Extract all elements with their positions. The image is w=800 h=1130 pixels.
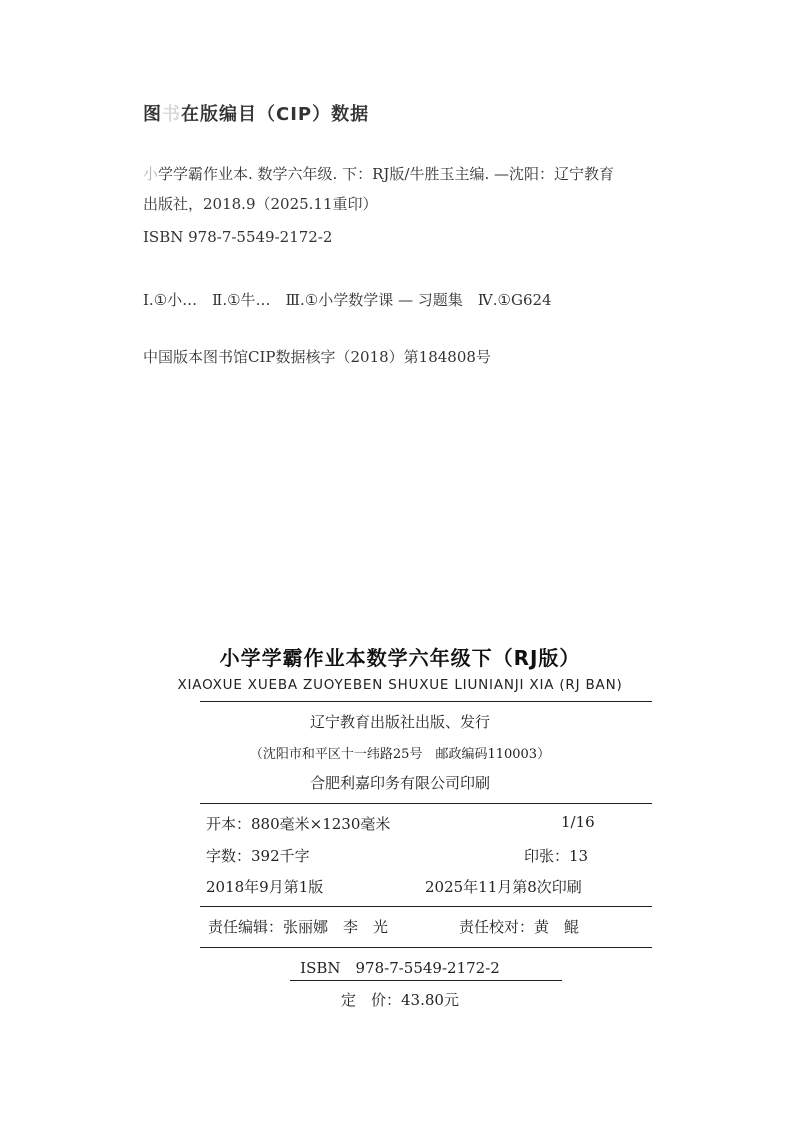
cip-heading [143, 100, 369, 126]
cip-heading-rest: 在版编目（CIP）数据 [181, 104, 370, 125]
format-size: 开本：880毫米×1230毫米 [206, 815, 391, 833]
publisher-line: 辽宁教育出版社出版、发行 [309, 713, 490, 731]
colophon-isbn: ISBN 978-7-5549-2172-2 [300, 959, 500, 977]
divider-2 [200, 803, 652, 804]
printed-sheets: 印张：13 [524, 847, 589, 865]
divider-5 [290, 980, 562, 981]
cip-classification: Ⅰ.①小… Ⅱ.①牛… Ⅲ.①小学数学课 — 习题集 Ⅳ.①G624 [143, 291, 552, 309]
divider-3 [200, 906, 652, 907]
book-title: 小学学霸作业本数学六年级下（RJ版） [219, 646, 581, 670]
cip-line-1-text: 学学霸作业本. 数学六年级. 下：RJ版/牛胜玉主编. —沈阳：辽宁教育 [158, 165, 614, 183]
responsible-editors: 责任编辑：张丽娜 李 光 [208, 918, 389, 936]
divider-4 [200, 947, 652, 948]
cip-heading-prefix: 图 [143, 104, 162, 125]
edition-date: 2018年9月第1版 [206, 878, 324, 896]
cip-bibliographic-line-1 [143, 163, 614, 184]
divider-1 [200, 701, 652, 702]
cip-heading-faint-char: 书 [162, 104, 181, 125]
price: 定 价：43.80元 [341, 991, 459, 1009]
printer-line: 合肥利嘉印务有限公司印刷 [309, 774, 490, 792]
publisher-address: （沈阳市和平区十一纬路25号 邮政编码110003） [249, 747, 551, 762]
responsible-proofreader: 责任校对：黄 鲲 [459, 918, 580, 936]
book-title-pinyin: XIAOXUE XUEBA ZUOYEBEN SHUXUE LIUNIANJI XIA (RJ BAN) [177, 677, 623, 693]
cip-library-record: 中国版本图书馆CIP数据核字（2018）第184808号 [143, 348, 491, 366]
cip-isbn: ISBN 978-7-5549-2172-2 [143, 228, 333, 246]
cip-line-1-faint-char: 小 [143, 165, 159, 183]
printing-date: 2025年11月第8次印刷 [425, 878, 582, 896]
word-count: 字数：392千字 [206, 847, 310, 865]
cip-bibliographic-line-2: 出版社，2018.9（2025.11重印） [143, 195, 378, 213]
format-fraction: 1/16 [561, 813, 595, 831]
